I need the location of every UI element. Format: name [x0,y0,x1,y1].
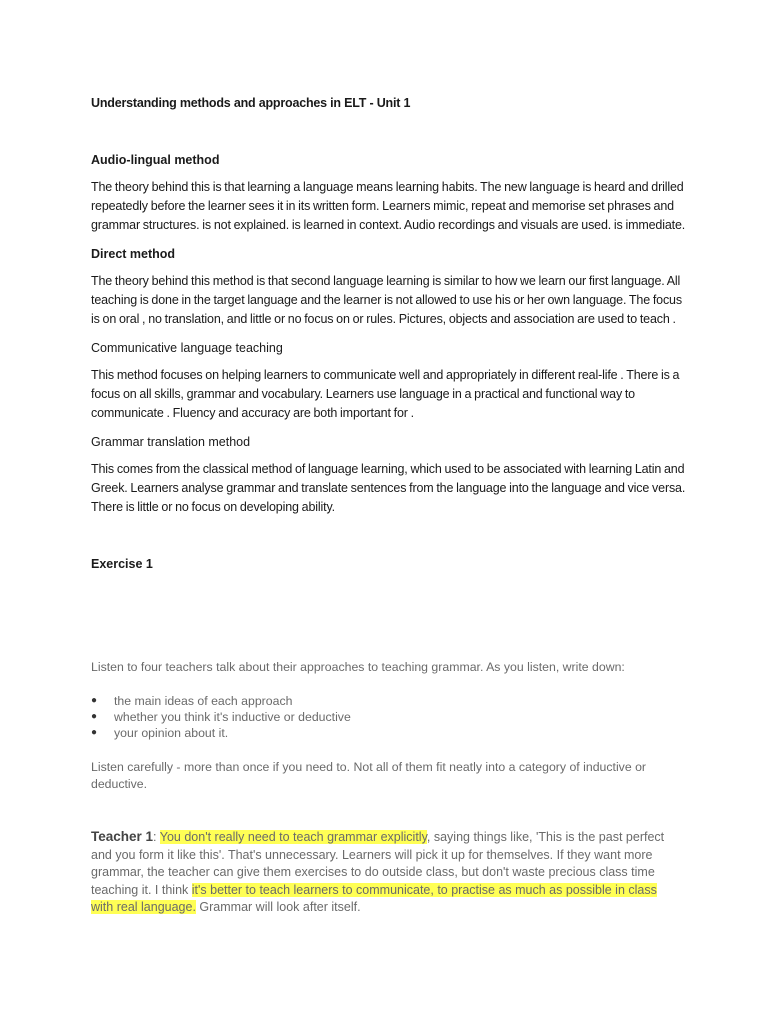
section-text-communicative: This method focuses on helping learners to communicate well and appropriately in different real-life . There is a focus on all skills, grammar and vocabulary. Learners use language in a practical and functional way to communicate . Fluency and accuracy are both important for . [91,368,680,420]
highlight-1: You don't really need to teach grammar explicitly [159,830,427,844]
teacher-1-paragraph: Teacher 1: You don't really need to teach grammar explicitly, saying things like, 'This is the past perfect and you form it like this'. That's unnecessary. Learners will pick it up for themselves. If they want more grammar, the teacher can give them exercises to do outside class, but don't waste precious class time teaching it. I think it's better to teach learners to communicate, to practise as much as possible in class with real language. Grammar will look after itself. [91,829,665,914]
exercise-intro-block [91,659,681,793]
exercise-heading: Exercise 1 [91,557,153,571]
bullet-icon: ● [91,695,98,706]
teacher-1-label: Teacher 1 [91,829,154,844]
section-text-audio-lingual: The theory behind this is that learning a language means learning habits. The new language is heard and drilled repeatedly before the learner sees it in its written form. Learners mimic, repeat and memorise set phrases and grammar structures. is not explained. is learned in context. Audio recordings and visuals are used. is immediate. [91,180,686,232]
exercise-bullet-list [91,693,681,741]
section-heading-direct: Direct method [91,247,176,261]
bullet-icon: ● [91,711,98,722]
list-item: ● the main ideas of each approach [91,694,293,708]
document-title: Understanding methods and approaches in ELT - Unit 1 [91,96,411,110]
section-text-grammar-translation: This comes from the classical method of language learning, which used to be associated with learning Latin and Greek. Learners analyse grammar and translate sentences from the language into the language and vice versa. There is little or no focus on developing ability. [91,462,686,514]
bullet-icon: ● [91,727,98,738]
exercise-intro: Listen to four teachers talk about their approaches to teaching grammar. As you listen, write down: [91,660,625,674]
highlight-2: it's better to teach learners to communicate, to practise as much as possible in class with real language. [91,882,657,914]
section-heading-grammar-translation: Grammar translation method [91,435,251,449]
list-item: ● your opinion about it. [91,726,229,740]
document-body [91,94,691,574]
section-heading-communicative: Communicative language teaching [91,341,283,355]
section-heading-audio-lingual: Audio-lingual method [91,153,220,167]
exercise-note: Listen carefully - more than once if you need to. Not all of them fit neatly into a category of inductive or deductive. [91,760,647,791]
list-item: ● whether you think it's inductive or deductive [91,710,351,724]
section-text-direct: The theory behind this method is that second language learning is similar to how we learn our first language. All teaching is done in the target language and the learner is not allowed to use his or her own language. The focus is on oral , no translation, and little or no focus on or rules. Pictures, objects and association are used to teach . [91,274,682,326]
